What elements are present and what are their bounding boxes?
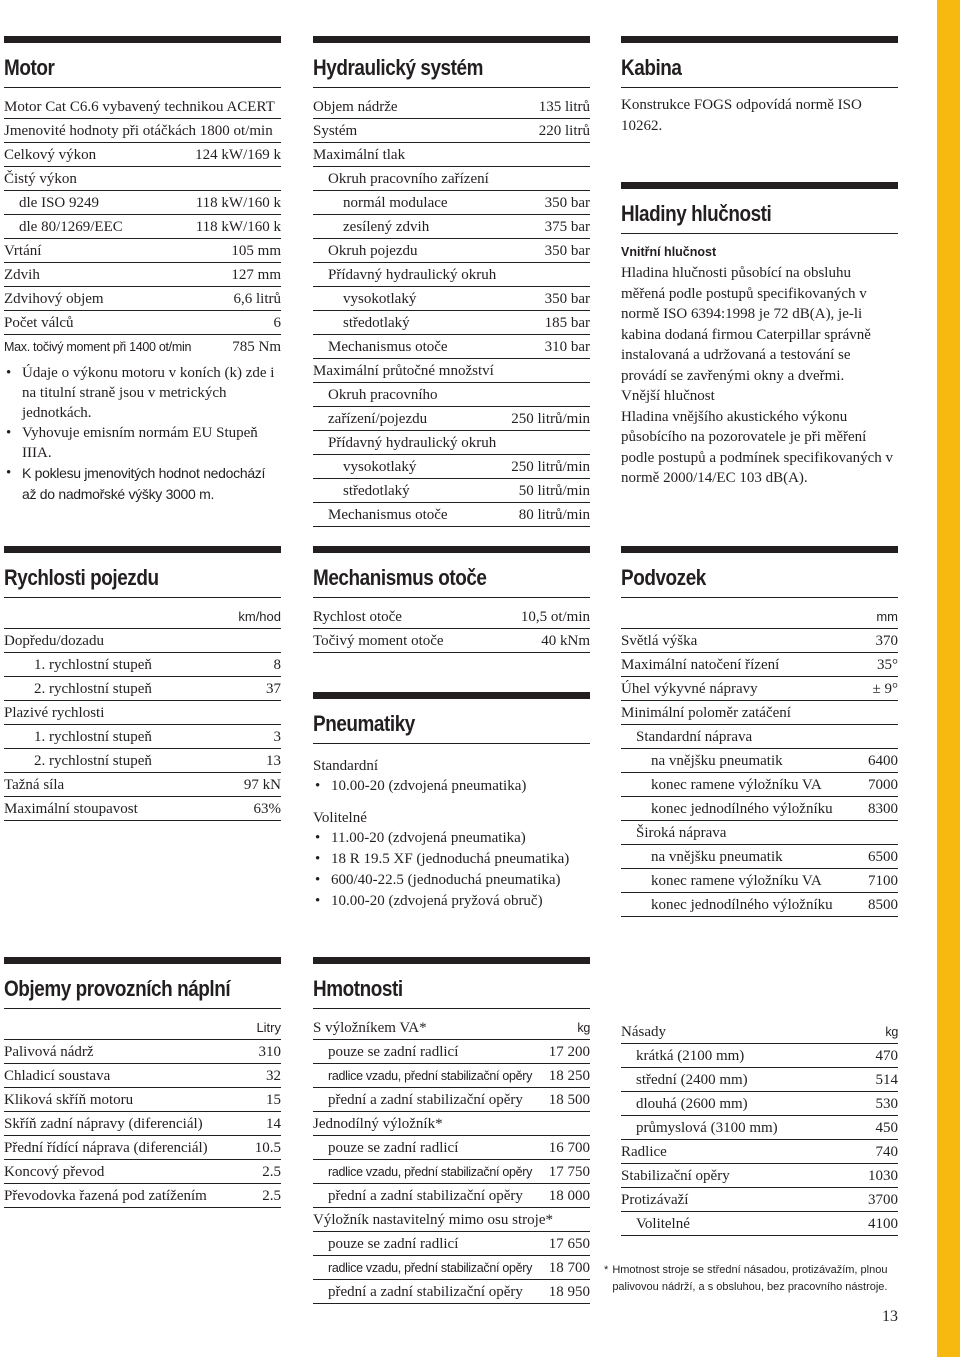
spec-row: Max. točivý moment při 1400 ot/min 785 Nm <box>4 339 281 355</box>
spec-row: Jednodílný výložník* <box>313 1112 590 1136</box>
bullet-icon: • <box>315 851 321 867</box>
bullet-icon: • <box>6 465 12 481</box>
spec-row: střední (2400 mm) 514 <box>621 1068 898 1092</box>
section-heading: Kabina <box>621 55 682 80</box>
section-swing <box>313 546 590 653</box>
spec-row: dle 80/1269/EEC 118 kW/160 k <box>4 215 281 239</box>
spec-row: Široká náprava <box>621 821 898 845</box>
spec-row: zesílený zdvih 375 bar <box>313 215 590 239</box>
section-noise <box>621 182 898 489</box>
section-cabin <box>621 36 898 136</box>
spec-row: Okruh pracovního <box>313 383 590 407</box>
spec-row: radlice vzadu, přední stabilizační opěry 17 750 <box>313 1160 590 1184</box>
bullet-icon: • <box>315 893 321 909</box>
spec-row: Převodovka řazená pod zatížením 2.5 <box>4 1184 281 1208</box>
footnote-text: Hmotnost stroje se střední násadou, protizávažím, plnou palivovou nádrží, a s obsluhou, bez pracovního nástroje. <box>612 1264 888 1293</box>
spec-row: vysokotlaký 250 litrů/min <box>313 455 590 479</box>
spec-row: konec ramene výložníku VA 7100 <box>621 869 898 893</box>
spec-row: normál modulace 350 bar <box>313 191 590 215</box>
section-heading: Hydraulický systém <box>313 55 483 80</box>
spec-row: Výložník nastavitelný mimo osu stroje* <box>313 1208 590 1232</box>
footnote <box>604 1262 900 1296</box>
spec-row: 1. rychlostní stupeň 3 <box>4 725 281 749</box>
spec-row: Standardní náprava <box>621 725 898 749</box>
cabin-text: Konstrukce FOGS odpovídá normě ISO 10262. <box>621 97 862 134</box>
spec-row: 1. rychlostní stupeň 8 <box>4 653 281 677</box>
spec-row: Přídavný hydraulický okruh <box>313 263 590 287</box>
list-item: • 18 R 19.5 XF (jednoduchá pneumatika) <box>313 849 590 870</box>
spec-row: Točivý moment otoče 40 kNm <box>313 629 590 653</box>
section-heading: Hladiny hlučnosti <box>621 201 772 226</box>
spec-row: Celkový výkon 124 kW/169 k <box>4 143 281 167</box>
section-fluids <box>4 957 281 1208</box>
tires-standard-list <box>313 776 590 796</box>
section-weights <box>313 957 590 1304</box>
spec-row: konec ramene výložníku VA 7000 <box>621 773 898 797</box>
spec-row: Čistý výkon <box>4 167 281 191</box>
spec-row: Jmenovité hodnoty při otáčkách 1800 ot/min <box>4 119 281 143</box>
spec-row: Tažná síla 97 kN <box>4 773 281 797</box>
spec-row: Objem nádrže 135 litrů <box>313 95 590 119</box>
spec-row: Okruh pojezdu 350 bar <box>313 239 590 263</box>
section-heading: Objemy provozních náplní <box>4 976 231 1001</box>
list-item: • Vyhovuje emisním normám EU Stupeň IIIA. <box>6 425 258 461</box>
section-rule <box>4 36 281 43</box>
spec-row: Maximální stoupavost 63% <box>4 797 281 821</box>
section-attachments <box>621 1020 898 1236</box>
spec-row: Násady kg <box>621 1020 898 1044</box>
noise-outer-label: Vnější hlučnost <box>621 388 715 404</box>
spec-row: Přední řídící náprava (diferenciál) 10.5 <box>4 1136 281 1160</box>
footnote-marker: * <box>604 1264 609 1276</box>
tires-optional-list <box>313 828 590 912</box>
spec-row: Vrtání 105 mm <box>4 239 281 263</box>
spec-row: Rychlost otoče 10,5 ot/min <box>313 605 590 629</box>
unit-label: Litry <box>4 1016 281 1040</box>
section-heading: Hmotnosti <box>313 976 403 1001</box>
spec-row: 2. rychlostní stupeň 37 <box>4 677 281 701</box>
spec-row: Maximální průtočné množství <box>313 359 590 383</box>
spec-row: radlice vzadu, přední stabilizační opěry 18 700 <box>313 1256 590 1280</box>
noise-subheading: Vnitřní hlučnost <box>621 245 717 259</box>
spec-row: Plazivé rychlosti <box>4 701 281 725</box>
spec-row: Maximální tlak <box>313 143 590 167</box>
spec-row: Okruh pracovního zařízení <box>313 167 590 191</box>
spec-row: vysokotlaký 350 bar <box>313 287 590 311</box>
spec-row: Systém 220 litrů <box>313 119 590 143</box>
spec-row: Minimální poloměr zatáčení <box>621 701 898 725</box>
spec-row: dlouhá (2600 mm) 530 <box>621 1092 898 1116</box>
section-undercarriage <box>621 546 898 917</box>
spec-row: zařízení/pojezdu 250 litrů/min <box>313 407 590 431</box>
spec-row: na vnějšku pneumatik 6500 <box>621 845 898 869</box>
spec-row: Skříň zadní nápravy (diferenciál) 14 <box>4 1112 281 1136</box>
section-heading: Rychlosti pojezdu <box>4 565 159 590</box>
section-speeds <box>4 546 281 821</box>
spec-row: Stabilizační opěry 1030 <box>621 1164 898 1188</box>
spec-row: Maximální natočení řízení 35° <box>621 653 898 677</box>
spec-row: 2. rychlostní stupeň 13 <box>4 749 281 773</box>
spec-row: přední a zadní stabilizační opěry 18 950 <box>313 1280 590 1304</box>
spec-row: konec jednodílného výložníku 8500 <box>621 893 898 917</box>
noise-outer-text: Hladina vnějšího akustického výkonu působícího na pozorovatele je při měření podle postupů a podmínek specifikovaných v normě 2000/14/EC 103 dB(A). <box>621 408 894 486</box>
spec-row: přední a zadní stabilizační opěry 18 000 <box>313 1184 590 1208</box>
spec-row: středotlaký 50 litrů/min <box>313 479 590 503</box>
bullet-icon: • <box>6 365 12 381</box>
list-item: • 600/40-22.5 (jednoduchá pneumatika) <box>313 870 590 891</box>
spec-row: Přídavný hydraulický okruh <box>313 431 590 455</box>
list-item: • 11.00-20 (zdvojená pneumatika) <box>313 828 590 849</box>
spec-row: pouze se zadní radlicí 17 200 <box>313 1040 590 1064</box>
spec-row: dle ISO 9249 118 kW/160 k <box>4 191 281 215</box>
page-number: 13 <box>882 1308 898 1325</box>
section-heading: Pneumatiky <box>313 711 415 736</box>
list-item: • 10.00-20 (zdvojená pryžová obruč) <box>313 891 590 912</box>
spec-row: Počet válců 6 <box>4 311 281 335</box>
unit-label: mm <box>621 605 898 629</box>
spec-row: pouze se zadní radlicí 17 650 <box>313 1232 590 1256</box>
spec-row: Světlá výška 370 <box>621 629 898 653</box>
spec-row: Kliková skříň motoru 15 <box>4 1088 281 1112</box>
list-item: • Údaje o výkonu motoru v koních (k) zde i na titulní straně jsou v metrických jednotkách. <box>6 365 275 421</box>
section-heading: Podvozek <box>621 565 706 590</box>
spec-row: Motor Cat C6.6 vybavený technikou ACERT <box>4 95 281 119</box>
spec-row: průmyslová (3100 mm) 450 <box>621 1116 898 1140</box>
section-heading: Mechanismus otoče <box>313 565 487 590</box>
spec-row: Mechanismus otoče 310 bar <box>313 335 590 359</box>
spec-row: konec jednodílného výložníku 8300 <box>621 797 898 821</box>
spec-row: radlice vzadu, přední stabilizační opěry 18 250 <box>313 1064 590 1088</box>
bullet-icon: • <box>6 425 12 441</box>
spec-row: Dopředu/dozadu <box>4 629 281 653</box>
noise-inner-text: Hladina hlučnosti působící na obsluhu měřená podle postupů specifikovaných v normě ISO 6394:1998 je 72 dB(A), je-li kabina dodaná firmou Caterpillar správně instalovaná a udržovaná a testování se provádí se zavřenými okny a dveřmi. <box>621 265 871 384</box>
spec-row: Chladicí soustava 32 <box>4 1064 281 1088</box>
tires-optional-label: Volitelné <box>313 810 367 826</box>
section-motor <box>4 36 281 505</box>
bullet-icon: • <box>315 872 321 888</box>
section-tires <box>313 692 590 912</box>
bullet-icon: • <box>315 830 321 846</box>
spec-row: středotlaký 185 bar <box>313 311 590 335</box>
spec-row: přední a zadní stabilizační opěry 18 500 <box>313 1088 590 1112</box>
list-item: • K poklesu jmenovitých hodnot nedochází až do nadmořské výšky 3000 m. <box>6 465 266 502</box>
spec-row: Palivová nádrž 310 <box>4 1040 281 1064</box>
spec-row: pouze se zadní radlicí 16 700 <box>313 1136 590 1160</box>
spec-row: Koncový převod 2.5 <box>4 1160 281 1184</box>
list-item: • 10.00-20 (zdvojená pneumatika) <box>315 778 527 794</box>
spec-row: Zdvihový objem 6,6 litrů <box>4 287 281 311</box>
spec-row: Úhel výkyvné nápravy ± 9° <box>621 677 898 701</box>
spec-row: krátká (2100 mm) 470 <box>621 1044 898 1068</box>
spec-row: Volitelné 4100 <box>621 1212 898 1236</box>
spec-row: Radlice 740 <box>621 1140 898 1164</box>
spec-row: Protizávaží 3700 <box>621 1188 898 1212</box>
spec-row: Zdvih 127 mm <box>4 263 281 287</box>
motor-notes <box>4 363 281 505</box>
section-heading: Motor <box>4 55 55 80</box>
unit-label: km/hod <box>4 605 281 629</box>
spec-row: na vnějšku pneumatik 6400 <box>621 749 898 773</box>
yellow-edge-bar <box>937 0 960 1357</box>
spec-row: S výložníkem VA* kg <box>313 1016 590 1040</box>
spec-row: Mechanismus otoče 80 litrů/min <box>313 503 590 527</box>
bullet-icon: • <box>315 778 321 794</box>
tires-standard-label: Standardní <box>313 758 378 774</box>
section-hydraulic <box>313 36 590 527</box>
